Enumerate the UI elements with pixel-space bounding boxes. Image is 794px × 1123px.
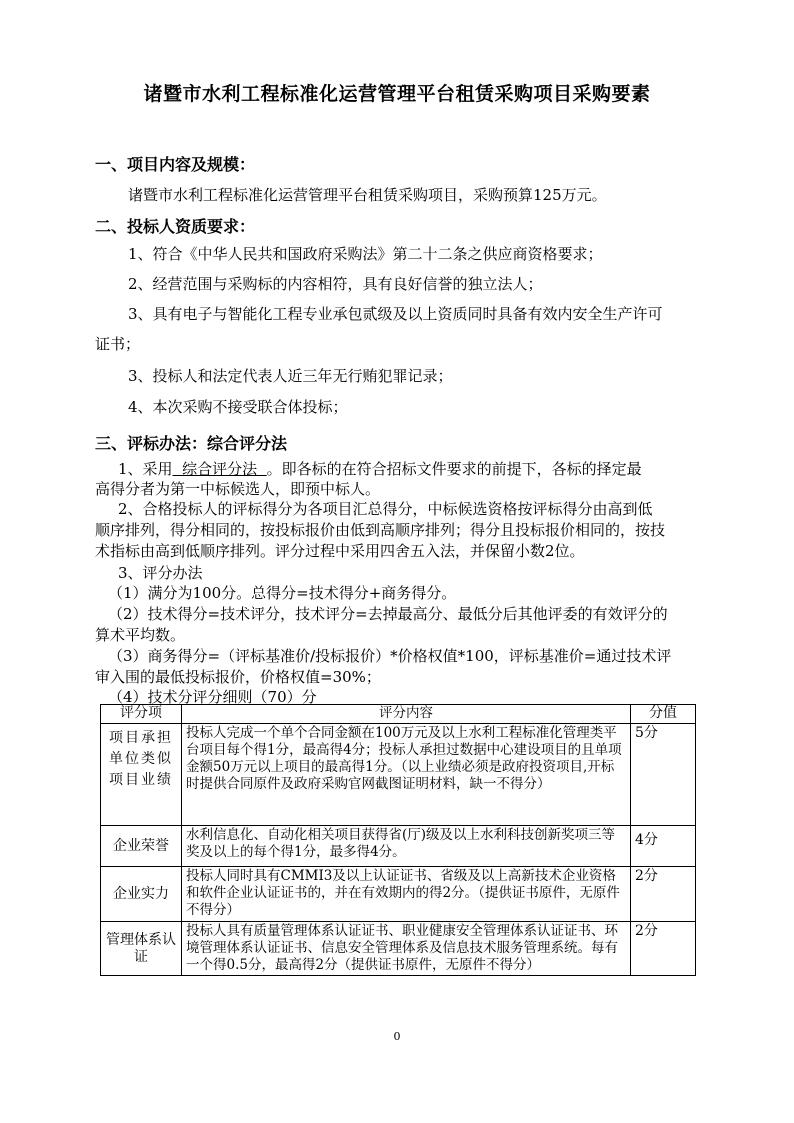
row-item: 项目承担单位类似项目业绩 [101, 724, 182, 826]
qualification-item: 3、具有电子与智能化工程专业承包贰级及以上资质同时具备有效内安全生产许可 [128, 305, 663, 323]
table-header-row [101, 705, 696, 724]
row-score: 4分 [631, 826, 696, 867]
header-item: 评分项 [101, 705, 182, 724]
scoring-rule-1: （1）满分为100分。总得分=技术得分+商务得分。 [108, 584, 457, 602]
qualification-item-continuation: 证书； [95, 335, 141, 353]
header-content: 评分内容 [182, 705, 631, 724]
evaluation-paragraph-2-line3: 术指标由高到低顺序排列。评分过程中采用四舍五入法，并保留小数2位。 [95, 542, 585, 560]
qualification-item: 2、经营范围与采购标的内容相符，具有良好信誉的独立法人； [128, 275, 543, 293]
table-row [101, 826, 696, 867]
technical-score-table [100, 704, 696, 976]
evaluation-paragraph-3: 3、评分办法 [118, 564, 203, 582]
method-name: 综合评分法 [172, 460, 267, 478]
scoring-rule-3: （3）商务得分=（评标基准价/投标报价）*价格权值*100，评标基准价=通过技术评 [108, 647, 672, 665]
page-number: 0 [393, 1030, 401, 1043]
method-suffix: 。即各标的在符合招标文件要求的前提下，各标的择定最 [266, 460, 642, 478]
table-row [101, 922, 696, 976]
evaluation-paragraph-2-line2: 顺序排列，得分相同的，按投标报价由低到高顺序排列；得分且投标报价相同的，按技 [95, 521, 666, 539]
scoring-rule-3-line2: 审入围的最低投标报价，价格权值=30%； [95, 668, 381, 686]
header-score: 分值 [631, 705, 696, 724]
qualification-item: 1、符合《中华人民共和国政府采购法》第二十二条之供应商资格要求； [128, 245, 603, 263]
method-prefix: 1、采用 [118, 460, 173, 478]
document-title: 诸暨市水利工程标准化运营管理平台租赁采购项目采购要素 [143, 83, 651, 105]
row-content: 水利信息化、自动化相关项目获得省(厅)级及以上水利科技创新奖项三等奖及以上的每个得1分，最多得4分。 [182, 826, 631, 867]
row-content: 投标人具有质量管理体系认证证书、职业健康安全管理体系认证证书、环境管理体系认证证书、信息安全管理体系及信息技术服务管理系统。每有一个得0.5分，最高得2分（提供证书原件，无原件不得分） [182, 922, 631, 976]
qualification-item: 4、本次采购不接受联合体投标； [128, 398, 348, 416]
row-content: 投标人完成一个单个合同金额在100万元及以上水利工程标准化管理类平台项目每个得1分，最高得4分；投标人承担过数据中心建设项目的且单项金额50万元以上项目的最高得1分。（以上业绩必须是政府投资项目,开标时提供合同原件及政府采购官网截图证明材料，缺一不得分） [182, 724, 631, 826]
section-2-heading: 二、投标人资质要求： [95, 217, 256, 236]
evaluation-paragraph-2: 2、合格投标人的评标得分为各项目汇总得分，中标候选资格按评标得分由高到低 [118, 500, 653, 518]
evaluation-paragraph-1 [118, 458, 642, 479]
row-score: 2分 [631, 922, 696, 976]
table-row [101, 724, 696, 826]
row-item: 管理体系认证 [101, 922, 182, 976]
row-score: 5分 [631, 724, 696, 826]
row-item: 企业实力 [101, 867, 182, 922]
row-item: 企业荣誉 [101, 826, 182, 867]
qualification-item: 3、投标人和法定代表人近三年无行贿犯罪记录； [128, 367, 453, 385]
evaluation-paragraph-1-line2: 高得分者为第一中标候选人，即预中标人。 [95, 480, 381, 498]
scoring-rule-2: （2）技术得分=技术评分，技术评分=去掉最高分、最低分后其他评委的有效评分的 [108, 605, 668, 623]
section-3-heading: 三、评标办法：综合评分法 [95, 434, 288, 453]
section-1-text: 诸暨市水利工程标准化运营管理平台租赁采购项目，采购预算125万元。 [128, 186, 607, 204]
row-score: 2分 [631, 867, 696, 922]
row-content: 投标人同时具有CMMI3及以上认证证书、省级及以上高新技术企业资格和软件企业认证证书的，并在有效期内的得2分。（提供证书原件，无原件不得分） [182, 867, 631, 922]
section-1-heading: 一、项目内容及规模： [95, 155, 256, 174]
scoring-rule-4: （4）技术分评分细则（70）分 [108, 688, 317, 706]
scoring-rule-2-line2: 算术平均数。 [95, 626, 186, 644]
table-row [101, 867, 696, 922]
